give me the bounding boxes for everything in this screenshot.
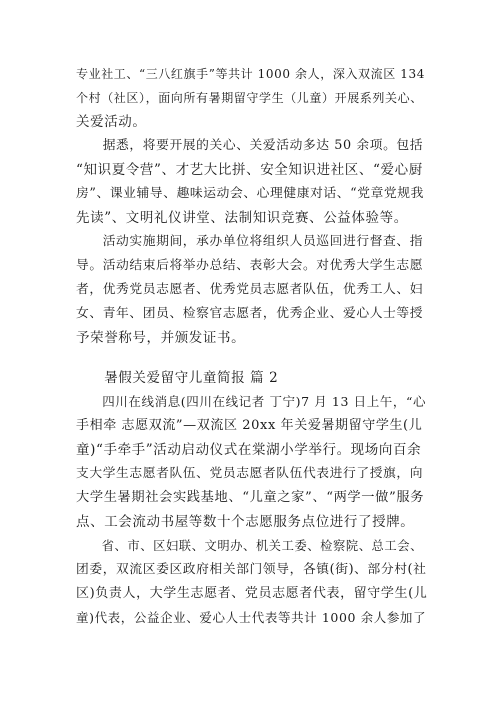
paragraph-start: 活动实施期间，承办单位将组织人员巡回进行督查、指 — [76, 234, 424, 249]
text-line: 先读”、文明礼仪讲堂、法制知识竞赛、公益体验等。 — [76, 210, 408, 226]
text-line: 手相牵 志愿双流”—双流区 20xx 年关爱暑期留守学生(儿 — [76, 418, 423, 433]
text-line: 点、工会流动书屋等数十个志愿服务点位进行了授牌。 — [76, 514, 415, 530]
text-line: 导。活动结束后将举办总结、表彰大会。对优秀大学生志愿 — [76, 258, 424, 273]
paragraph-start: 据悉，将要开展的关心、关爱活动多达 50 余项。包括 — [76, 138, 424, 153]
text-line: 大学生暑期社会实践基地、“儿童之家”、“两学一做”服务 — [76, 490, 425, 505]
paragraph-start: 省、市、区妇联、文明办、机关工委、检察院、总工会、 — [76, 539, 423, 553]
text-line: 房”、课业辅导、趣味运动会、心理健康对话、“党章党规我 — [76, 186, 424, 201]
text-line: 予荣誉称号，并颁发证书。 — [76, 330, 246, 346]
text-line: 童)代表，公益企业、爱心人士代表等共计 1000 余人参加了 — [76, 610, 427, 625]
text-line: 区)负责人，大学生志愿者、党员志愿者代表，留守学生(儿 — [76, 586, 428, 601]
paragraph-start: 四川在线消息(四川在线记者 丁宁)7 月 13 日上午，“心 — [76, 394, 427, 409]
section-heading: 暑假关爱留守儿童简报 篇 2 — [76, 370, 279, 386]
text-line: 关爱活动。 — [76, 114, 147, 130]
text-line: 团委，双流区委区政府相关部门领导，各镇(街)、部分村(社 — [76, 562, 427, 577]
text-line: 支大学生志愿者队伍、党员志愿者队伍代表进行了授旗，向 — [76, 466, 424, 481]
text-line: “知识夏令营”、才艺大比拼、安全知识进社区、“爱心厨 — [76, 162, 423, 178]
text-line: 者，优秀党员志愿者、优秀党员志愿者队伍，优秀工人、妇 — [76, 282, 424, 297]
text-line: 个村（社区），面向所有暑期留守学生（儿童）开展系列关心、 — [76, 91, 423, 105]
text-line: 专业社工、“三八红旗手”等共计 1000 余人，深入双流区 134 — [76, 67, 425, 81]
text-line: 童)“手牵手”活动启动仪式在棠湖小学举行。现场向百余 — [76, 442, 422, 458]
text-line: 女、青年、团员、检察官志愿者，优秀企业、爱心人士等授 — [76, 306, 424, 321]
